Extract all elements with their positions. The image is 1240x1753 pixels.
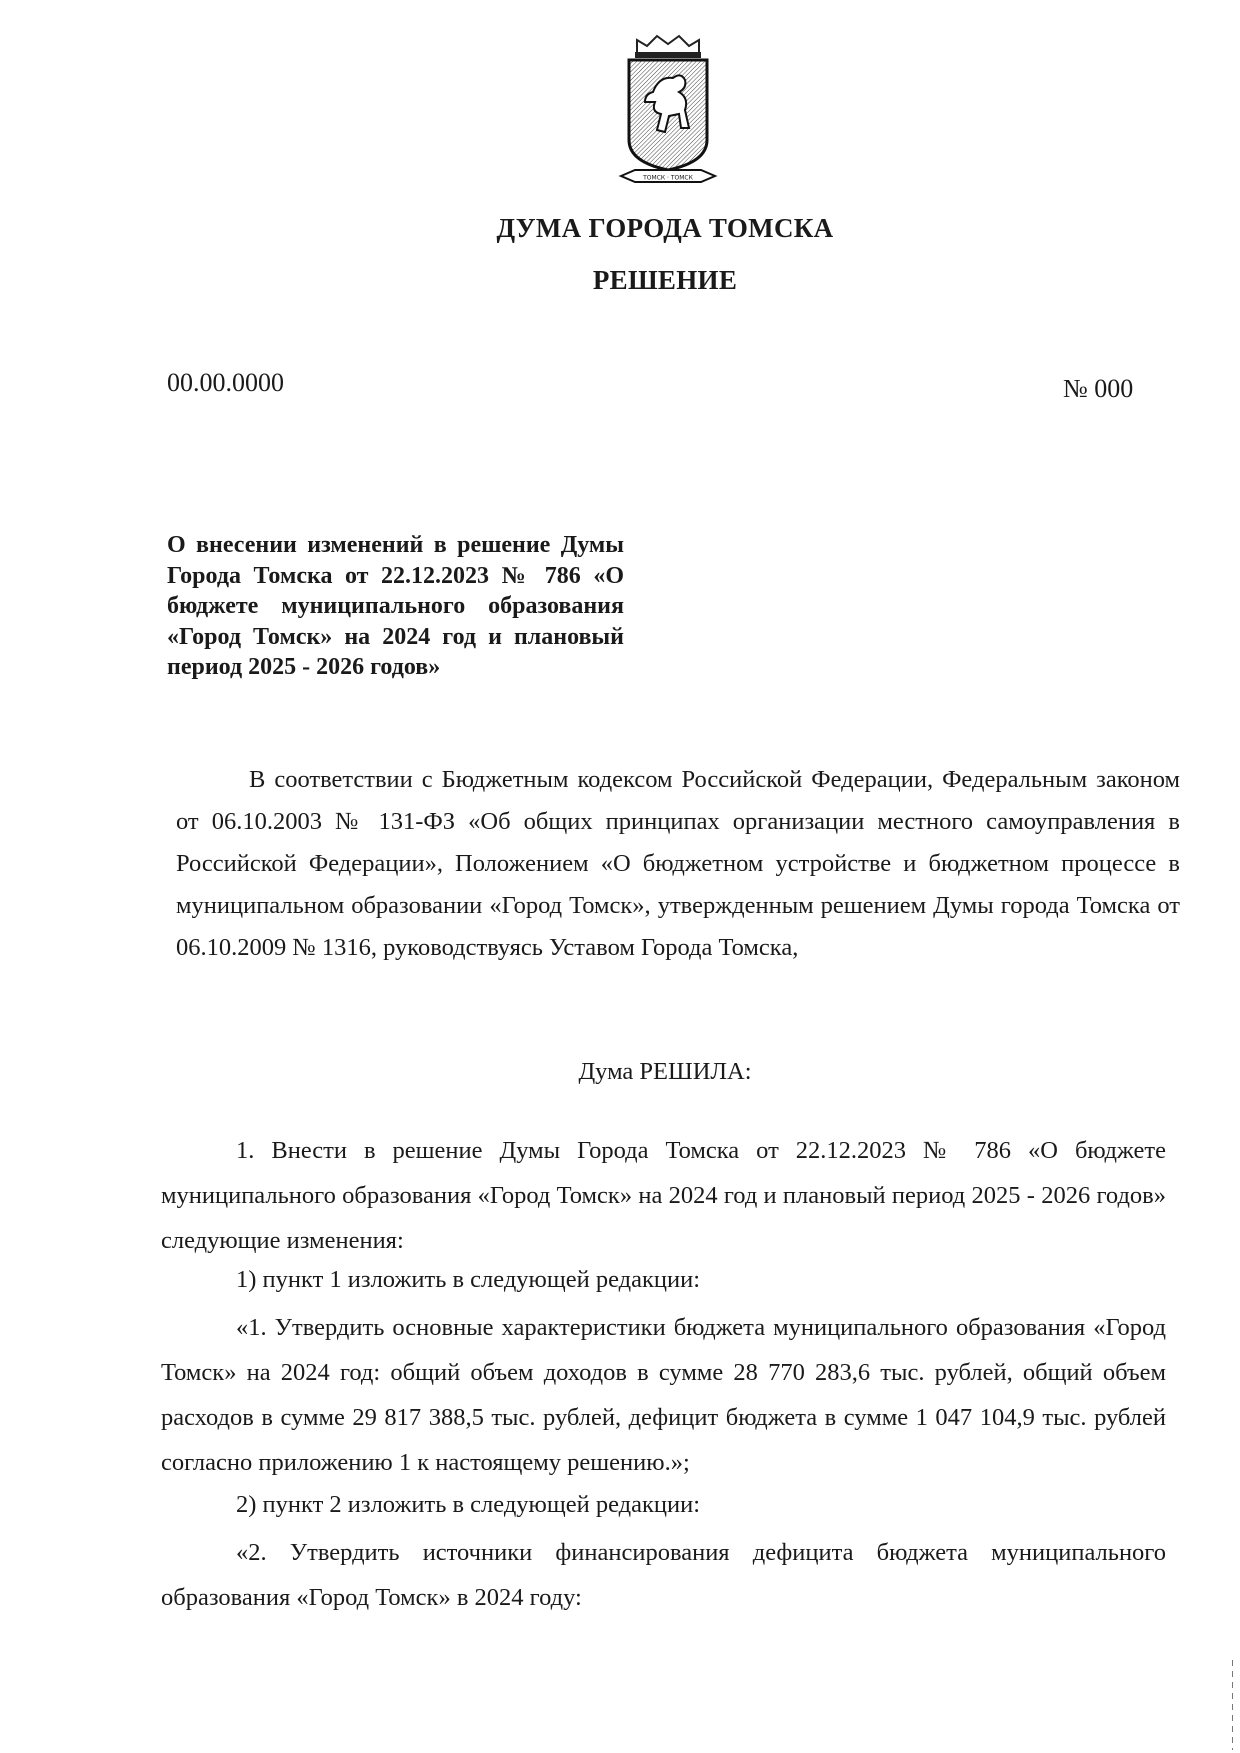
document-date: 00.00.0000: [167, 368, 284, 397]
quoted-clause-1: «1. Утвердить основные характеристики бюджета муниципального образования «Город Томск» на 2024 год: общий объем доходов в сумме 28 770 283,6 тыс. рублей, общий объем расходов в сумме 29 817 388,5 тыс. рублей, дефицит бюджета в сумме 1 047 104,9 тыс. рублей согласно приложению 1 к настоящему решению.»;: [161, 1314, 1166, 1476]
crest-motto: ТОМСК · ТОМСК: [643, 174, 693, 182]
subitem-1-paragraph: 1) пункт 1 изложить в следующей редакции:: [236, 1266, 701, 1293]
document-number: № 000: [1063, 374, 1134, 403]
decision-heading: Дума РЕШИЛА:: [578, 1058, 752, 1085]
document-subject: О внесении изменений в решение Думы Города Томска от 22.12.2023 № 786 «О бюджете муниципального образования «Город Томск» на 2024 год и плановый период 2025 - 2026 годов»: [167, 532, 624, 680]
organization-title: ДУМА ГОРОДА ТОМСКА: [496, 213, 834, 243]
item-1-paragraph: 1. Внести в решение Думы Города Томска от 22.12.2023 № 786 «О бюджете муниципального образования «Город Томск» на 2024 год и плановый период 2025 - 2026 годов» следующие изменения:: [161, 1137, 1166, 1254]
document-kind: РЕШЕНИЕ: [592, 265, 738, 295]
coat-of-arms-icon: [615, 32, 721, 190]
scan-edge-mark: [1231, 1660, 1234, 1750]
quoted-clause-2: «2. Утвердить источники финансирования дефицита бюджета муниципального образования «Город Томск» в 2024 году:: [161, 1539, 1166, 1611]
subitem-2-paragraph: 2) пункт 2 изложить в следующей редакции:: [236, 1491, 701, 1518]
preamble-paragraph: В соответствии с Бюджетным кодексом Российской Федерации, Федеральным законом от 06.10.2003 № 131-ФЗ «Об общих принципах организации местного самоуправления в Российской Федерации», Положением «О бюджетном устройстве и бюджетном процессе в муниципальном образовании «Город Томск», утвержденным решением Думы города Томска от 06.10.2009 № 1316, руководствуясь Уставом Города Томска,: [176, 766, 1180, 961]
